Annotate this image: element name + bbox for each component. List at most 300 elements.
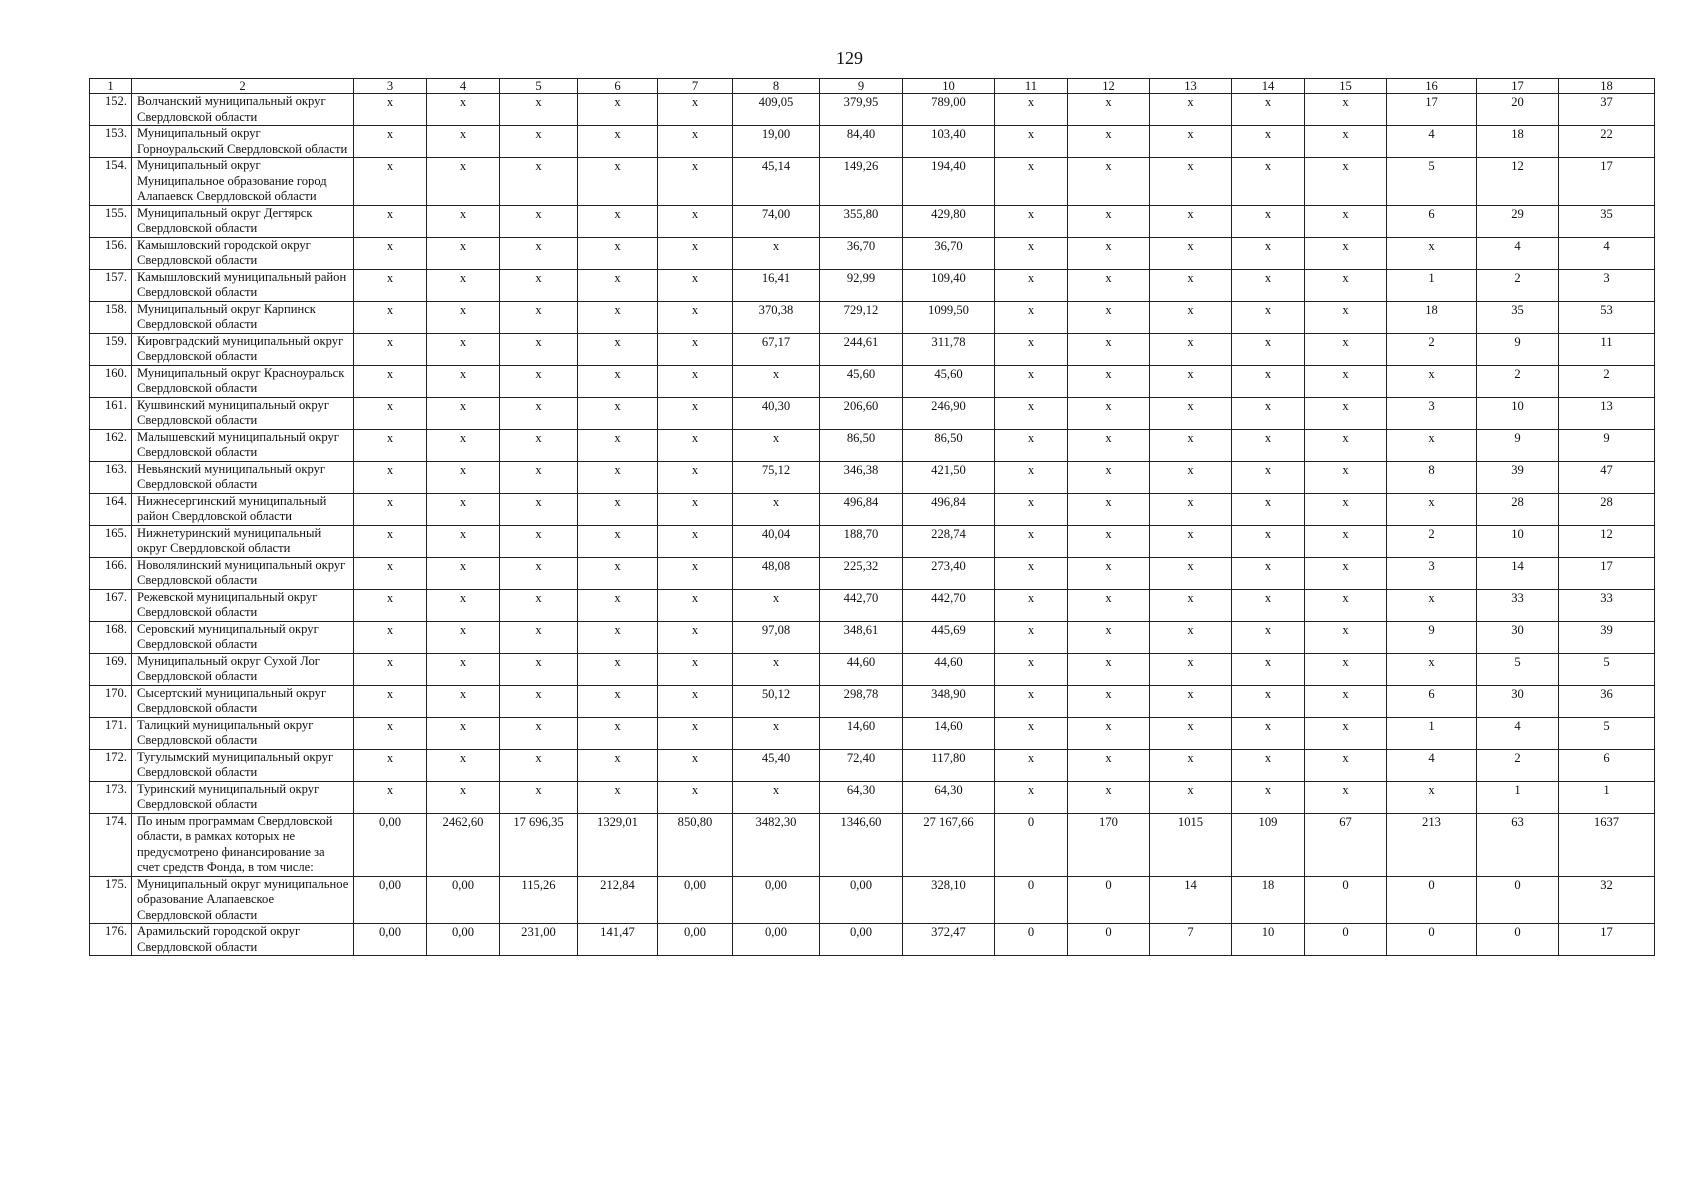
value-cell: x: [500, 525, 578, 557]
row-number: 153.: [90, 126, 132, 158]
table-row: [90, 429, 1655, 461]
value-cell: x: [1232, 126, 1305, 158]
value-cell: 445,69: [903, 621, 995, 653]
value-cell: 33: [1477, 589, 1559, 621]
row-number: 167.: [90, 589, 132, 621]
value-cell: 72,40: [820, 749, 903, 781]
row-number: 157.: [90, 269, 132, 301]
value-cell: x: [658, 749, 733, 781]
value-cell: x: [995, 301, 1068, 333]
municipality-name: Муниципальный округ Сухой Лог Свердловской области: [132, 653, 354, 685]
value-cell: 14,60: [820, 717, 903, 749]
value-cell: 18: [1232, 876, 1305, 924]
value-cell: x: [658, 158, 733, 206]
municipality-name: Камышловский городской округ Свердловской области: [132, 237, 354, 269]
value-cell: x: [658, 717, 733, 749]
value-cell: x: [1232, 94, 1305, 126]
value-cell: 117,80: [903, 749, 995, 781]
value-cell: x: [354, 94, 427, 126]
value-cell: x: [733, 781, 820, 813]
value-cell: x: [1305, 621, 1387, 653]
value-cell: 2: [1477, 365, 1559, 397]
value-cell: 149,26: [820, 158, 903, 206]
value-cell: 11: [1559, 333, 1655, 365]
value-cell: 3: [1387, 557, 1477, 589]
value-cell: 496,84: [820, 493, 903, 525]
value-cell: x: [658, 94, 733, 126]
value-cell: 30: [1477, 685, 1559, 717]
value-cell: 47: [1559, 461, 1655, 493]
value-cell: x: [733, 237, 820, 269]
table-row: [90, 365, 1655, 397]
value-cell: x: [995, 557, 1068, 589]
value-cell: x: [1232, 429, 1305, 461]
value-cell: 0: [995, 876, 1068, 924]
municipality-name: Муниципальный округ Горноуральский Свердловской области: [132, 126, 354, 158]
municipality-name: Кушвинский муниципальный округ Свердловской области: [132, 397, 354, 429]
page-number: 129: [836, 48, 863, 68]
value-cell: x: [1305, 333, 1387, 365]
value-cell: 7: [1150, 924, 1232, 956]
value-cell: x: [658, 493, 733, 525]
value-cell: x: [500, 94, 578, 126]
value-cell: 3: [1559, 269, 1655, 301]
value-cell: x: [354, 205, 427, 237]
value-cell: 28: [1477, 493, 1559, 525]
value-cell: 850,80: [658, 813, 733, 876]
value-cell: x: [1068, 365, 1150, 397]
value-cell: x: [1387, 493, 1477, 525]
value-cell: 0: [1305, 924, 1387, 956]
municipality-name: Малышевский муниципальный округ Свердловской области: [132, 429, 354, 461]
value-cell: x: [1232, 333, 1305, 365]
value-cell: x: [995, 397, 1068, 429]
value-cell: x: [427, 333, 500, 365]
municipality-name: По иным программам Свердловской области, в рамках которых не предусмотрено финансирование за счет средств Фонда, в том числе:: [132, 813, 354, 876]
value-cell: 348,90: [903, 685, 995, 717]
value-cell: 2: [1387, 525, 1477, 557]
value-cell: x: [1150, 557, 1232, 589]
value-cell: 1: [1477, 781, 1559, 813]
value-cell: x: [733, 429, 820, 461]
value-cell: 17: [1559, 158, 1655, 206]
value-cell: x: [500, 397, 578, 429]
municipality-name: Серовский муниципальный округ Свердловской области: [132, 621, 354, 653]
value-cell: 0: [1477, 876, 1559, 924]
value-cell: 36,70: [820, 237, 903, 269]
value-cell: x: [1068, 94, 1150, 126]
value-cell: 48,08: [733, 557, 820, 589]
value-cell: 1: [1387, 269, 1477, 301]
row-number: 173.: [90, 781, 132, 813]
value-cell: x: [1232, 557, 1305, 589]
value-cell: 20: [1477, 94, 1559, 126]
data-table: [89, 78, 1655, 956]
value-cell: x: [500, 781, 578, 813]
value-cell: x: [1068, 237, 1150, 269]
value-cell: x: [1387, 365, 1477, 397]
value-cell: x: [658, 205, 733, 237]
row-number: 172.: [90, 749, 132, 781]
value-cell: x: [658, 397, 733, 429]
value-cell: x: [995, 94, 1068, 126]
table-row: [90, 126, 1655, 158]
value-cell: 496,84: [903, 493, 995, 525]
value-cell: x: [658, 126, 733, 158]
value-cell: x: [500, 461, 578, 493]
value-cell: 37: [1559, 94, 1655, 126]
value-cell: 86,50: [903, 429, 995, 461]
value-cell: 348,61: [820, 621, 903, 653]
value-cell: 39: [1477, 461, 1559, 493]
column-header-6: 6: [578, 79, 658, 94]
value-cell: 429,80: [903, 205, 995, 237]
value-cell: x: [578, 621, 658, 653]
value-cell: 103,40: [903, 126, 995, 158]
value-cell: 0,00: [427, 924, 500, 956]
value-cell: 0,00: [820, 876, 903, 924]
municipality-name: Муниципальный округ муниципальное образование Алапаевское Свердловской области: [132, 876, 354, 924]
value-cell: 17: [1559, 557, 1655, 589]
municipality-name: Тугулымский муниципальный округ Свердловской области: [132, 749, 354, 781]
value-cell: x: [1387, 653, 1477, 685]
value-cell: x: [354, 461, 427, 493]
value-cell: 0: [1387, 924, 1477, 956]
value-cell: x: [427, 653, 500, 685]
value-cell: x: [1305, 589, 1387, 621]
value-cell: x: [1232, 397, 1305, 429]
value-cell: x: [427, 749, 500, 781]
value-cell: x: [427, 525, 500, 557]
row-number: 155.: [90, 205, 132, 237]
value-cell: 45,40: [733, 749, 820, 781]
value-cell: 22: [1559, 126, 1655, 158]
value-cell: x: [995, 653, 1068, 685]
value-cell: x: [995, 365, 1068, 397]
value-cell: 12: [1477, 158, 1559, 206]
row-number: 171.: [90, 717, 132, 749]
value-cell: 2: [1387, 333, 1477, 365]
value-cell: x: [1068, 781, 1150, 813]
value-cell: 194,40: [903, 158, 995, 206]
value-cell: x: [354, 557, 427, 589]
value-cell: x: [658, 557, 733, 589]
value-cell: x: [1150, 126, 1232, 158]
value-cell: 9: [1477, 429, 1559, 461]
value-cell: x: [578, 749, 658, 781]
value-cell: x: [578, 525, 658, 557]
value-cell: x: [1305, 525, 1387, 557]
column-header-17: 17: [1477, 79, 1559, 94]
value-cell: x: [1068, 589, 1150, 621]
value-cell: x: [1150, 429, 1232, 461]
value-cell: x: [578, 333, 658, 365]
value-cell: x: [1232, 365, 1305, 397]
value-cell: x: [1150, 781, 1232, 813]
value-cell: x: [354, 653, 427, 685]
value-cell: 8: [1387, 461, 1477, 493]
value-cell: x: [354, 158, 427, 206]
row-number: 175.: [90, 876, 132, 924]
column-header-11: 11: [995, 79, 1068, 94]
value-cell: 40,04: [733, 525, 820, 557]
value-cell: x: [995, 269, 1068, 301]
value-cell: 4: [1559, 237, 1655, 269]
value-cell: 311,78: [903, 333, 995, 365]
value-cell: 1: [1559, 781, 1655, 813]
value-cell: 18: [1387, 301, 1477, 333]
value-cell: 17: [1559, 924, 1655, 956]
value-cell: 14: [1150, 876, 1232, 924]
value-cell: 421,50: [903, 461, 995, 493]
value-cell: x: [1068, 621, 1150, 653]
value-cell: 67,17: [733, 333, 820, 365]
value-cell: x: [427, 94, 500, 126]
value-cell: x: [354, 365, 427, 397]
table-row: [90, 685, 1655, 717]
value-cell: 789,00: [903, 94, 995, 126]
value-cell: x: [995, 493, 1068, 525]
column-header-9: 9: [820, 79, 903, 94]
value-cell: 9: [1477, 333, 1559, 365]
value-cell: x: [1068, 749, 1150, 781]
value-cell: 442,70: [903, 589, 995, 621]
value-cell: x: [1068, 333, 1150, 365]
value-cell: 14: [1477, 557, 1559, 589]
value-cell: 27 167,66: [903, 813, 995, 876]
column-header-14: 14: [1232, 79, 1305, 94]
value-cell: 0,00: [354, 813, 427, 876]
value-cell: 0,00: [658, 924, 733, 956]
value-cell: 372,47: [903, 924, 995, 956]
value-cell: x: [1068, 269, 1150, 301]
value-cell: 109: [1232, 813, 1305, 876]
value-cell: x: [1068, 557, 1150, 589]
value-cell: x: [1150, 269, 1232, 301]
value-cell: x: [500, 429, 578, 461]
value-cell: 170: [1068, 813, 1150, 876]
value-cell: 12: [1559, 525, 1655, 557]
value-cell: 0: [1068, 924, 1150, 956]
value-cell: 2: [1477, 749, 1559, 781]
value-cell: x: [733, 717, 820, 749]
value-cell: 244,61: [820, 333, 903, 365]
value-cell: x: [578, 717, 658, 749]
value-cell: 45,60: [820, 365, 903, 397]
municipality-name: Новолялинский муниципальный округ Свердловской области: [132, 557, 354, 589]
value-cell: x: [1305, 493, 1387, 525]
value-cell: x: [427, 557, 500, 589]
value-cell: 1099,50: [903, 301, 995, 333]
value-cell: x: [578, 685, 658, 717]
value-cell: x: [427, 429, 500, 461]
table-row: [90, 653, 1655, 685]
value-cell: x: [733, 365, 820, 397]
value-cell: x: [1305, 126, 1387, 158]
municipality-name: Камышловский муниципальный район Свердловской области: [132, 269, 354, 301]
value-cell: x: [500, 269, 578, 301]
municipality-name: Нижнетуринский муниципальный округ Свердловской области: [132, 525, 354, 557]
value-cell: 225,32: [820, 557, 903, 589]
value-cell: x: [427, 461, 500, 493]
value-cell: x: [427, 589, 500, 621]
value-cell: x: [658, 589, 733, 621]
value-cell: x: [658, 237, 733, 269]
value-cell: x: [995, 333, 1068, 365]
value-cell: 4: [1477, 717, 1559, 749]
municipality-name: Талицкий муниципальный округ Свердловской области: [132, 717, 354, 749]
value-cell: 298,78: [820, 685, 903, 717]
value-cell: x: [1232, 525, 1305, 557]
value-cell: 33: [1559, 589, 1655, 621]
table-row: [90, 397, 1655, 429]
value-cell: 273,40: [903, 557, 995, 589]
municipality-name: Туринский муниципальный округ Свердловской области: [132, 781, 354, 813]
value-cell: 2: [1477, 269, 1559, 301]
value-cell: x: [995, 717, 1068, 749]
value-cell: x: [1150, 397, 1232, 429]
value-cell: x: [658, 653, 733, 685]
column-header-18: 18: [1559, 79, 1655, 94]
value-cell: 0: [1305, 876, 1387, 924]
value-cell: 9: [1387, 621, 1477, 653]
municipality-name: Кировградский муниципальный округ Свердловской области: [132, 333, 354, 365]
row-number: 169.: [90, 653, 132, 685]
row-number: 170.: [90, 685, 132, 717]
column-header-10: 10: [903, 79, 995, 94]
row-number: 164.: [90, 493, 132, 525]
value-cell: x: [658, 269, 733, 301]
value-cell: x: [995, 461, 1068, 493]
value-cell: x: [1068, 429, 1150, 461]
value-cell: x: [500, 205, 578, 237]
value-cell: x: [1305, 717, 1387, 749]
value-cell: x: [1232, 653, 1305, 685]
value-cell: x: [500, 493, 578, 525]
column-header-16: 16: [1387, 79, 1477, 94]
value-cell: x: [500, 126, 578, 158]
value-cell: x: [1068, 301, 1150, 333]
value-cell: x: [500, 333, 578, 365]
value-cell: 370,38: [733, 301, 820, 333]
row-number: 152.: [90, 94, 132, 126]
value-cell: 0: [995, 813, 1068, 876]
value-cell: x: [578, 397, 658, 429]
value-cell: x: [1305, 685, 1387, 717]
value-cell: x: [995, 589, 1068, 621]
value-cell: x: [1068, 685, 1150, 717]
value-cell: x: [1150, 685, 1232, 717]
value-cell: 64,30: [903, 781, 995, 813]
row-number: 154.: [90, 158, 132, 206]
value-cell: x: [1305, 749, 1387, 781]
value-cell: x: [578, 557, 658, 589]
row-number: 156.: [90, 237, 132, 269]
value-cell: x: [427, 301, 500, 333]
value-cell: x: [354, 621, 427, 653]
value-cell: 32: [1559, 876, 1655, 924]
value-cell: x: [1387, 589, 1477, 621]
municipality-name: Сысертский муниципальный округ Свердловской области: [132, 685, 354, 717]
value-cell: 6: [1387, 685, 1477, 717]
value-cell: x: [427, 685, 500, 717]
column-header-12: 12: [1068, 79, 1150, 94]
value-cell: x: [354, 301, 427, 333]
value-cell: x: [1150, 94, 1232, 126]
value-cell: x: [1305, 365, 1387, 397]
value-cell: x: [354, 525, 427, 557]
value-cell: x: [500, 653, 578, 685]
row-number: 163.: [90, 461, 132, 493]
value-cell: 5: [1387, 158, 1477, 206]
value-cell: x: [1232, 301, 1305, 333]
value-cell: x: [578, 158, 658, 206]
value-cell: x: [578, 493, 658, 525]
value-cell: x: [1150, 749, 1232, 781]
value-cell: 16,41: [733, 269, 820, 301]
value-cell: 10: [1232, 924, 1305, 956]
value-cell: 3482,30: [733, 813, 820, 876]
value-cell: 0,00: [354, 924, 427, 956]
municipality-name: Муниципальный округ Муниципальное образование город Алапаевск Свердловской области: [132, 158, 354, 206]
value-cell: x: [995, 525, 1068, 557]
value-cell: x: [995, 749, 1068, 781]
value-cell: 1637: [1559, 813, 1655, 876]
column-header-8: 8: [733, 79, 820, 94]
value-cell: x: [500, 158, 578, 206]
value-cell: x: [995, 781, 1068, 813]
value-cell: 18: [1477, 126, 1559, 158]
value-cell: x: [1068, 205, 1150, 237]
value-cell: x: [1150, 365, 1232, 397]
value-cell: 0,00: [733, 876, 820, 924]
value-cell: x: [1305, 557, 1387, 589]
value-cell: 35: [1559, 205, 1655, 237]
value-cell: x: [354, 749, 427, 781]
value-cell: 0,00: [820, 924, 903, 956]
municipality-name: Муниципальный округ Карпинск Свердловской области: [132, 301, 354, 333]
value-cell: x: [733, 589, 820, 621]
value-cell: 109,40: [903, 269, 995, 301]
value-cell: 63: [1477, 813, 1559, 876]
value-cell: 729,12: [820, 301, 903, 333]
value-cell: x: [1305, 397, 1387, 429]
value-cell: x: [427, 237, 500, 269]
value-cell: 141,47: [578, 924, 658, 956]
value-cell: x: [1305, 461, 1387, 493]
value-cell: 45,60: [903, 365, 995, 397]
column-number-header: [90, 79, 1655, 94]
value-cell: 442,70: [820, 589, 903, 621]
value-cell: x: [1232, 237, 1305, 269]
value-cell: x: [658, 781, 733, 813]
value-cell: 36: [1559, 685, 1655, 717]
table-row: [90, 924, 1655, 956]
value-cell: x: [995, 685, 1068, 717]
value-cell: 228,74: [903, 525, 995, 557]
value-cell: 1: [1387, 717, 1477, 749]
value-cell: 346,38: [820, 461, 903, 493]
value-cell: x: [354, 781, 427, 813]
value-cell: x: [354, 269, 427, 301]
value-cell: 84,40: [820, 126, 903, 158]
value-cell: 35: [1477, 301, 1559, 333]
value-cell: 86,50: [820, 429, 903, 461]
value-cell: x: [427, 781, 500, 813]
table-row: [90, 813, 1655, 876]
value-cell: x: [578, 301, 658, 333]
value-cell: 5: [1559, 717, 1655, 749]
